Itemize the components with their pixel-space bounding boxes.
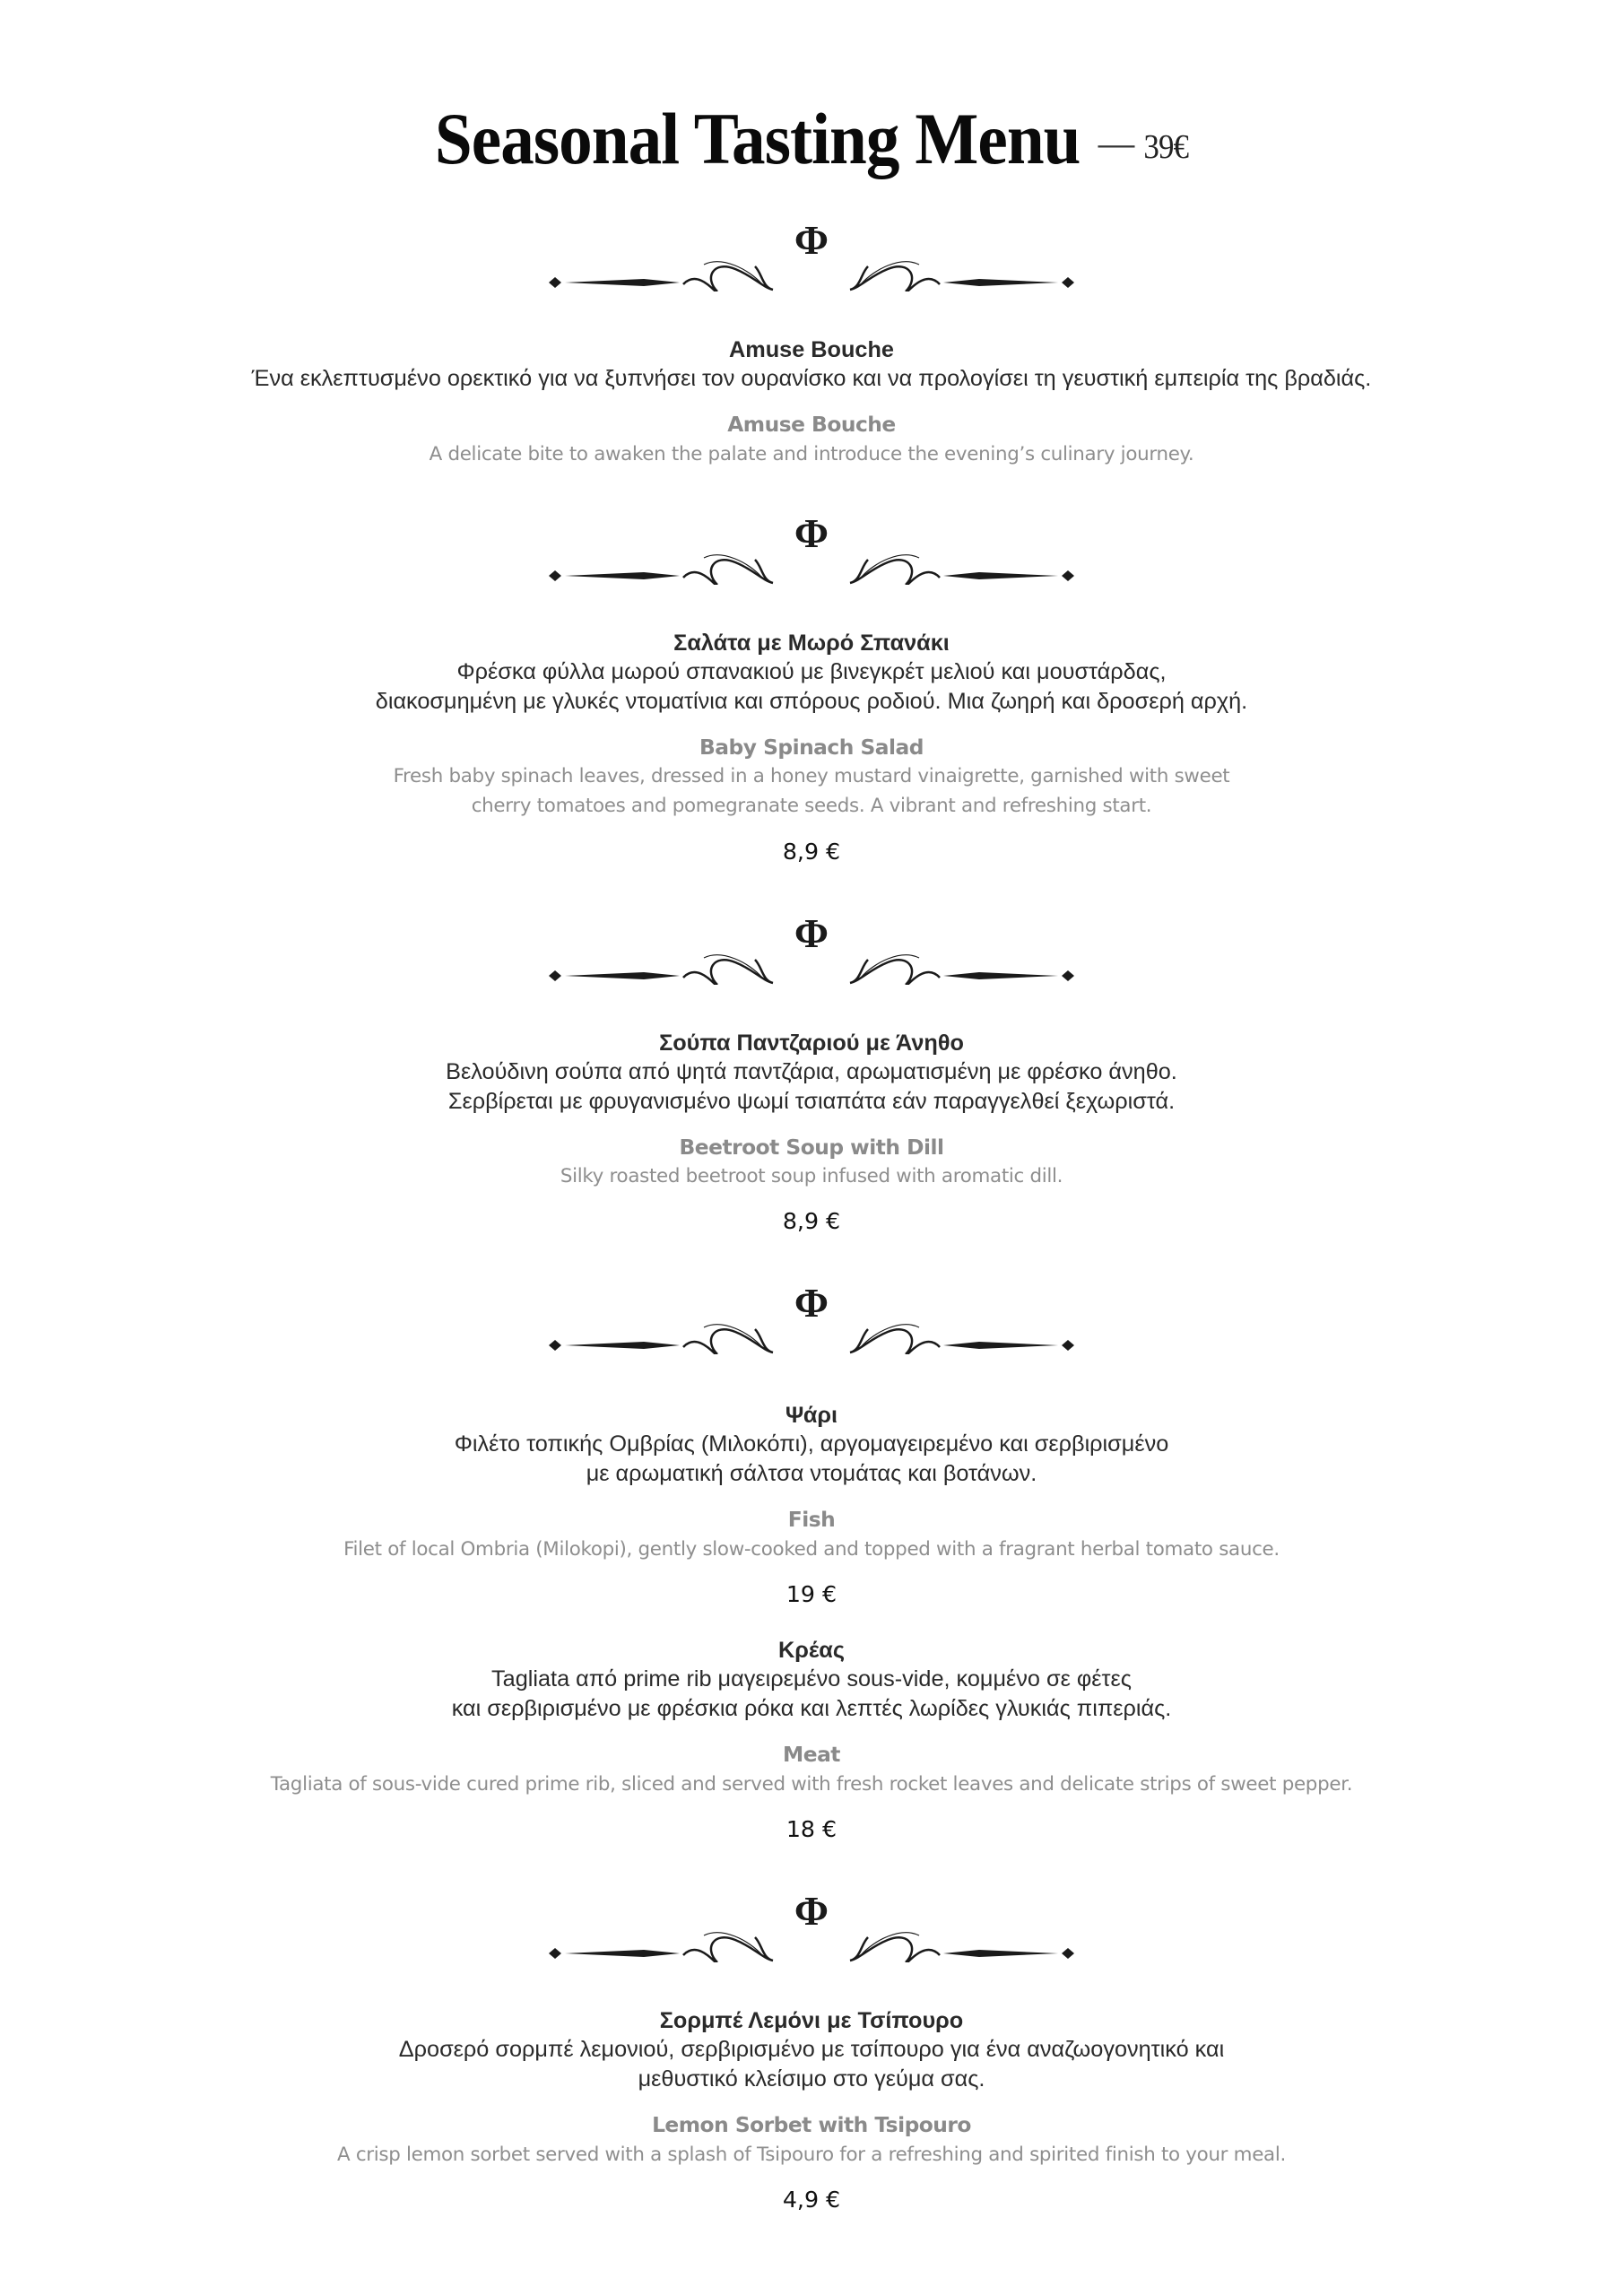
course-title-english: Lemon Sorbet with Tsipouro [652,2112,971,2137]
course-description-english: cherry tomatoes and pomegranate seeds. A vibrant and refreshing start. [471,795,1152,817]
course-title-english: Fish [787,1507,836,1532]
course-description-greek: μεθυστικό κλείσιμο στο γεύμα σας. [638,2066,985,2092]
phi-flourish-divider-icon [538,1283,1085,1354]
course-title-english: Meat [783,1742,840,1767]
course-title-greek: Κρέας [778,1638,845,1663]
course-title-english: Beetroot Soup with Dill [679,1135,944,1160]
phi-flourish-divider-icon [538,513,1085,585]
course-description-english: Silky roasted beetroot soup infused with aromatic dill. [560,1165,1063,1187]
course-description-greek: Ένα εκλεπτυσμένο ορεκτικό για να ξυπνήσει τον ουρανίσκο και να προλογίσει τη γευστική εμπειρία της βραδιάς. [251,366,1372,391]
course-description-english: A delicate bite to awaken the palate and introduce the evening’s culinary journey. [429,443,1194,465]
title-text: Seasonal Tasting Menu [434,98,1081,179]
phi-flourish-divider-icon [538,1891,1085,1962]
course-title-greek: Σαλάτα με Μωρό Σπανάκι [673,631,950,656]
course-description-greek: Tagliata από prime rib μαγειρεμένο sous-vide, κομμένο σε φέτες [491,1666,1132,1692]
course-price: 4,9 € [782,2187,841,2213]
course-description-greek: Φιλέτο τοπικής Ομβρίας (Μιλοκόπι), αργομαγειρεμένο και σερβιρισμένο [454,1431,1169,1457]
title-dash: — [1098,121,1134,165]
course-description-greek: με αρωματική σάλτσα ντομάτας και βοτάνων. [586,1461,1037,1486]
course-description-greek: Φρέσκα φύλλα μωρού σπανακιού με βινεγκρέτ μελιού και μουστάρδας, [456,659,1167,684]
course-description-greek: και σερβιρισμένο με φρέσκια ρόκα και λεπτές λωρίδες γλυκιάς πιπεριάς. [451,1696,1172,1721]
course-description-greek: Βελούδινη σούπα από ψητά παντζάρια, αρωματισμένη με φρέσκο άνηθο. [446,1059,1177,1084]
set-menu-price: 39€ [1143,128,1189,166]
course-price: 19 € [785,1581,838,1607]
menu-title [65,97,1558,181]
course-description-english: Filet of local Ombria (Milokopi), gently slow-cooked and topped with a fragrant herbal tomato sauce. [343,1538,1280,1561]
course-description-greek: Σερβίρεται με φρυγανισμένο ψωμί τσιαπάτα εάν παραγγελθεί ξεχωριστά. [447,1089,1176,1114]
course-description-greek: διακοσμημένη με γλυκές ντοματίνια και σπόρους ροδιού. Μια ζωηρή και δροσερή αρχή. [375,689,1248,714]
course-description-english: A crisp lemon sorbet served with a splash of Tsipouro for a refreshing and spirited finish to your meal. [337,2144,1286,2166]
phi-flourish-divider-icon [538,913,1085,985]
course-title-greek: Amuse Bouche [729,337,894,362]
course-title-greek: Ψάρι [785,1403,838,1428]
course-price: 18 € [785,1816,838,1842]
phi-flourish-divider-icon [538,220,1085,291]
course-description-english: Tagliata of sous-vide cured prime rib, sliced and served with fresh rocket leaves and delicate strips of sweet pepper. [270,1773,1353,1796]
course-description-greek: Δροσερό σορμπέ λεμονιού, σερβιρισμένο με τσίπουρο για ένα αναζωογονητικό και [398,2037,1225,2062]
course-description-english: Fresh baby spinach leaves, dressed in a honey mustard vinaigrette, garnished with sweet [393,765,1230,787]
course-title-english: Amuse Bouche [727,412,896,437]
course-price: 8,9 € [782,1208,841,1234]
course-price: 8,9 € [782,839,841,865]
course-title-greek: Σούπα Παντζαριού με Άνηθο [659,1031,964,1056]
course-title-greek: Σορμπέ Λεμόνι με Τσίπουρο [659,2008,964,2033]
course-title-english: Baby Spinach Salad [699,735,924,760]
